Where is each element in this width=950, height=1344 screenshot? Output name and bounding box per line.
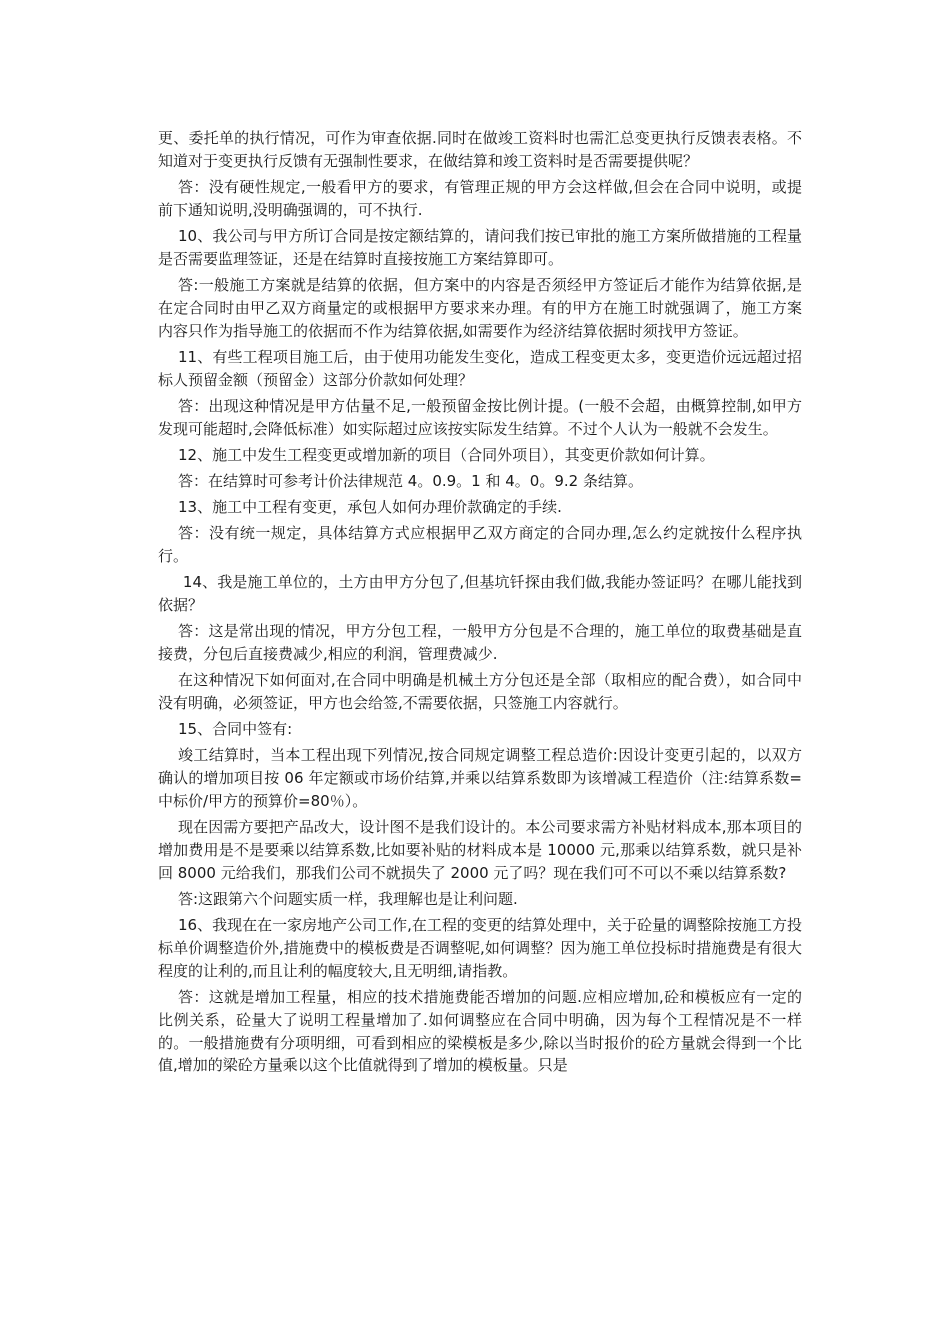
paragraph-continuation: 更、委托单的执行情况，可作为审查依据.同时在做竣工资料时也需汇总变更执行反馈表表格。不知道对于变更执行反馈有无强制性要求，在做结算和竣工资料时是否需要提供呢？ [158,129,802,170]
answer-11: 答：出现这种情况是甲方估量不足,一般预留金按比例计提。(一般不会超，由概算控制,如甲方发现可能超时,会降低标准）如实际超过应该按实际发生结算。不过个人认为一般就不会发生。 [158,396,802,438]
answer-14: 答：这是常出现的情况，甲方分包工程，一般甲方分包是不合理的，施工单位的取费基础是直接费，分包后直接费减少,相应的利润，管理费减少. [158,622,802,664]
answer-13: 答：没有统一规定，具体结算方式应根据甲乙双方商定的合同办理,怎么约定就按什么程序执行。 [158,524,802,566]
question-11: 11、有些工程项目施工后，由于使用功能发生变化，造成工程变更太多，变更造价远远超过招标人预留金额（预留金）这部分价款如何处理？ [158,347,802,389]
answer-16: 答：这就是增加工程量，相应的技术措施费能否增加的问题.应相应增加,砼和模板应有一定的比例关系，砼量大了说明工程量增加了.如何调整应在合同中明确，因为每个工程情况是不一样的。一般措施费有分项明细，可看到相应的梁模板是多少,除以当时报价的砼方量就会得到一个比值,增加的梁砼方量乘以这个比值就得到了增加的模板量。只是 [158,987,802,1075]
question-14: 14、我是施工单位的，土方由甲方分包了,但基坑钎探由我们做,我能办签证吗？在哪儿能找到依据？ [158,573,802,615]
question-15: 15、合同中签有: [178,720,293,739]
answer-14-continued: 在这种情况下如何面对,在合同中明确是机械土方分包还是全部（取相应的配合费），如合同中没有明确，必须签证，甲方也会给签,不需要依据，只签施工内容就行。 [158,671,802,713]
answer-12: 答：在结算时可参考计价法律规范 4。0.9。1 和 4。0。9.2 条结算。 [178,471,643,490]
question-15-detail: 现在因需方要把产品改大，设计图不是我们设计的。本公司要求需方补贴材料成本,那本项目的增加费用是不是要乘以结算系数,比如要补贴的材料成本是 10000 元,那乘以结算系数，就只是补回 8000 元给我们，那我们公司不就损失了 2000 元了吗？现在我们可不可以不乘以结算系数? [158,818,802,882]
question-10: 10、我公司与甲方所订合同是按定额结算的，请问我们按已审批的施工方案所做措施的工程量是否需要监理签证，还是在结算时直接按施工方案结算即可。 [158,226,802,268]
answer-15: 答:这跟第六个问题实质一样，我理解也是让利问题. [178,889,518,908]
answer-10: 答:一般施工方案就是结算的依据，但方案中的内容是否须经甲方签证后才能作为结算依据,是在定合同时由甲乙双方商量定的或根据甲方要求来办理。有的甲方在施工时就强调了，施工方案内容只作为指导施工的依据而不作为结算依据,如需要作为经济结算依据时须找甲方签证。 [158,275,802,340]
question-13: 13、施工中工程有变更，承包人如何办理价款确定的手续. [178,498,562,517]
question-12: 12、施工中发生工程变更或增加新的项目（合同外项目），其变更价款如何计算。 [178,445,715,464]
question-16: 16、我现在在一家房地产公司工作,在工程的变更的结算处理中，关于砼量的调整除按施工方投标单价调整造价外,措施费中的模板费是否调整呢,如何调整？因为施工单位投标时措施费是有很大程度的让利的,而且让利的幅度较大,且无明细,请指教。 [158,916,802,980]
answer-paragraph: 答：没有硬性规定,一般看甲方的要求，有管理正规的甲方会这样做,但会在合同中说明，或提前下通知说明,没明确强调的，可不执行. [158,177,802,219]
question-15-contract-clause: 竣工结算时，当本工程出现下列情况,按合同规定调整工程总造价:因设计变更引起的，以双方确认的增加项目按 06 年定额或市场价结算,并乘以结算系数即为该增减工程造价（注:结算系数=中标价/甲方的预算价=80％）。 [158,746,802,810]
